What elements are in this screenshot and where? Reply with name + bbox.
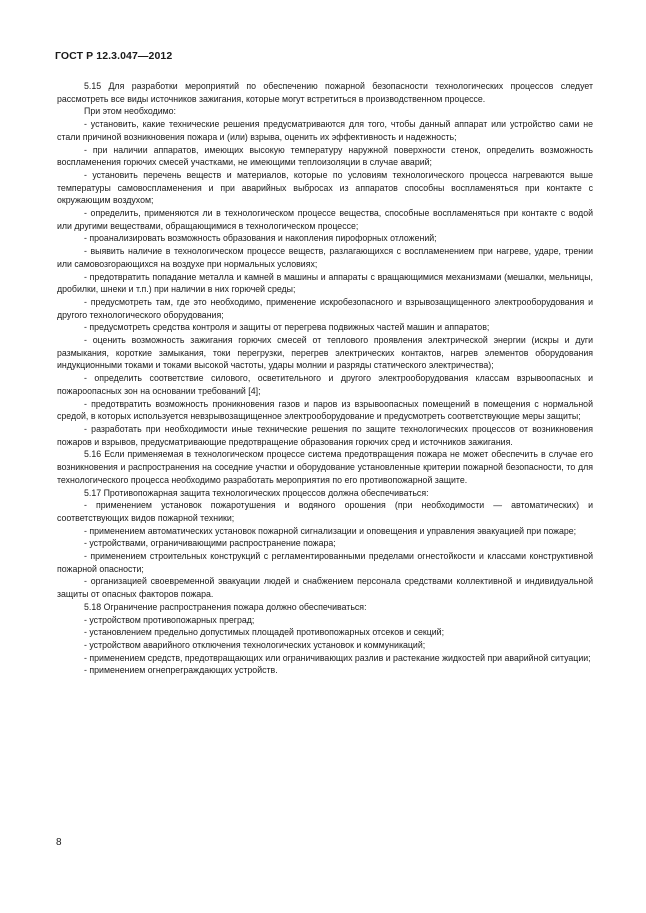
list-item: - определить соответствие силового, осветительного и другого электрооборудования классам взрывоопасных и пожароопасных зон на основании требований [4];	[57, 373, 593, 396]
list-item: - применением строительных конструкций с регламентированными пределами огнестойкости и классами конструктивной пожарной опасности;	[57, 551, 593, 574]
list-item: - при наличии аппаратов, имеющих высокую температуру наружной поверхности стенок, определить возможность воспламенения горючих смесей участками, не имеющими теплоизоляции в случае аварий;	[57, 144, 593, 168]
paragraph: 5.18 Ограничение распространения пожара должно обеспечиваться:	[84, 601, 367, 612]
list-item: - предусмотреть там, где это необходимо, применение искробезопасного и взрывозащищенного электрооборудования и другого технологического оборудования;	[57, 296, 593, 320]
paragraph: 5.15 Для разработки мероприятий по обеспечению пожарной безопасности технологических процессов следует рассмотреть все виды источников зажигания, которые могут встретиться в производственном процессе.	[57, 81, 593, 104]
list-item: - установить перечень веществ и материалов, которые по условиям технологического процесса нагреваются выше температуры самовоспламенения и при аварийных выбросах из аппаратов способны воспламеняться при контакте с окружающим воздухом;	[57, 169, 593, 206]
list-item: - определить, применяются ли в технологическом процессе вещества, способные воспламеняться при контакте с водой или другими веществами, обращающимися в технологическом процессе;	[57, 208, 593, 231]
list-item: - применением огнепреграждающих устройств.	[84, 665, 278, 676]
paragraph: 5.17 Противопожарная защита технологических процессов должна обеспечиваться:	[84, 487, 429, 498]
page-number: 8	[56, 837, 62, 848]
list-item: - проанализировать возможность образования и накопления пирофорных отложений;	[84, 233, 437, 244]
list-item: - устройствами, ограничивающими распространение пожара;	[84, 538, 336, 549]
list-item: - установлением предельно допустимых площадей противопожарных отсеков и секций;	[84, 627, 445, 638]
paragraph: При этом необходимо:	[84, 106, 177, 117]
list-item: - применением автоматических установок пожарной сигнализации и оповещения и управления эвакуацией при пожаре;	[84, 525, 577, 536]
document-body	[57, 80, 593, 677]
list-item: - установить, какие технические решения предусматриваются для того, чтобы данный аппарат или устройство сами не стали причиной возникновения пожара и (или) взрыва, оценить их эффективность и надежность;	[57, 119, 593, 142]
list-item: - разработать при необходимости иные технические решения по защите технологических процессов от возникновения пожаров и взрывов, предусматривающие предотвращение образования горючих сред и источников зажигания.	[57, 423, 593, 447]
standard-header: ГОСТ Р 12.3.047—2012	[55, 50, 173, 62]
paragraph: 5.16 Если применяемая в технологическом процессе система предотвращения пожара не может обеспечить в случае его возникновения и распространения на соседние участки и оборудование установленные критерии пожарной безопасности, то для технологического процесса необходимо разработать мероприятия по его противопожарной защите.	[57, 449, 593, 485]
list-item: - выявить наличие в технологическом процессе веществ, разлагающихся с воспламенением при нагреве, ударе, трении или самовозгорающихся на воздухе при нормальных условиях;	[57, 246, 593, 269]
list-item: - предотвратить возможность проникновения газов и паров из взрывоопасных помещений в помещения с нормальной средой, в которых используется невзрывозащищенное электрооборудование и предусмотреть соответствующие меры защиты;	[57, 398, 593, 422]
list-item: - устройством аварийного отключения технологических установок и коммуникаций;	[84, 639, 426, 650]
list-item: - применением средств, предотвращающих или ограничивающих разлив и растекание жидкостей при аварийной ситуации;	[84, 652, 591, 663]
list-item: - предотвратить попадание металла и камней в машины и аппараты с вращающимися механизмами (мешалки, мельницы, дробилки, шнеки и т.п.) при наличии в них горючей среды;	[57, 271, 593, 295]
list-item: - применением установок пожаротушения и водяного орошения (при необходимости — автоматических) и соответствующих видов пожарной техники;	[57, 500, 593, 523]
list-item: - организацией своевременной эвакуации людей и снабжением персонала средствами коллективной и индивидуальной защиты от опасных факторов пожара.	[57, 576, 593, 600]
list-item: - оценить возможность зажигания горючих смесей от теплового проявления электрической энергии (искры и дуги размыкания, короткие замыкания, токи перегрузки, перегрев электрических контактов, нагрев элементов оборудования индукционными токами и токами высокой частоты, удары молнии и разряды статического электричества);	[57, 335, 593, 371]
list-item: - предусмотреть средства контроля и защиты от перегрева подвижных частей машин и аппаратов;	[84, 322, 490, 333]
list-item: - устройством противопожарных преград;	[84, 614, 255, 625]
